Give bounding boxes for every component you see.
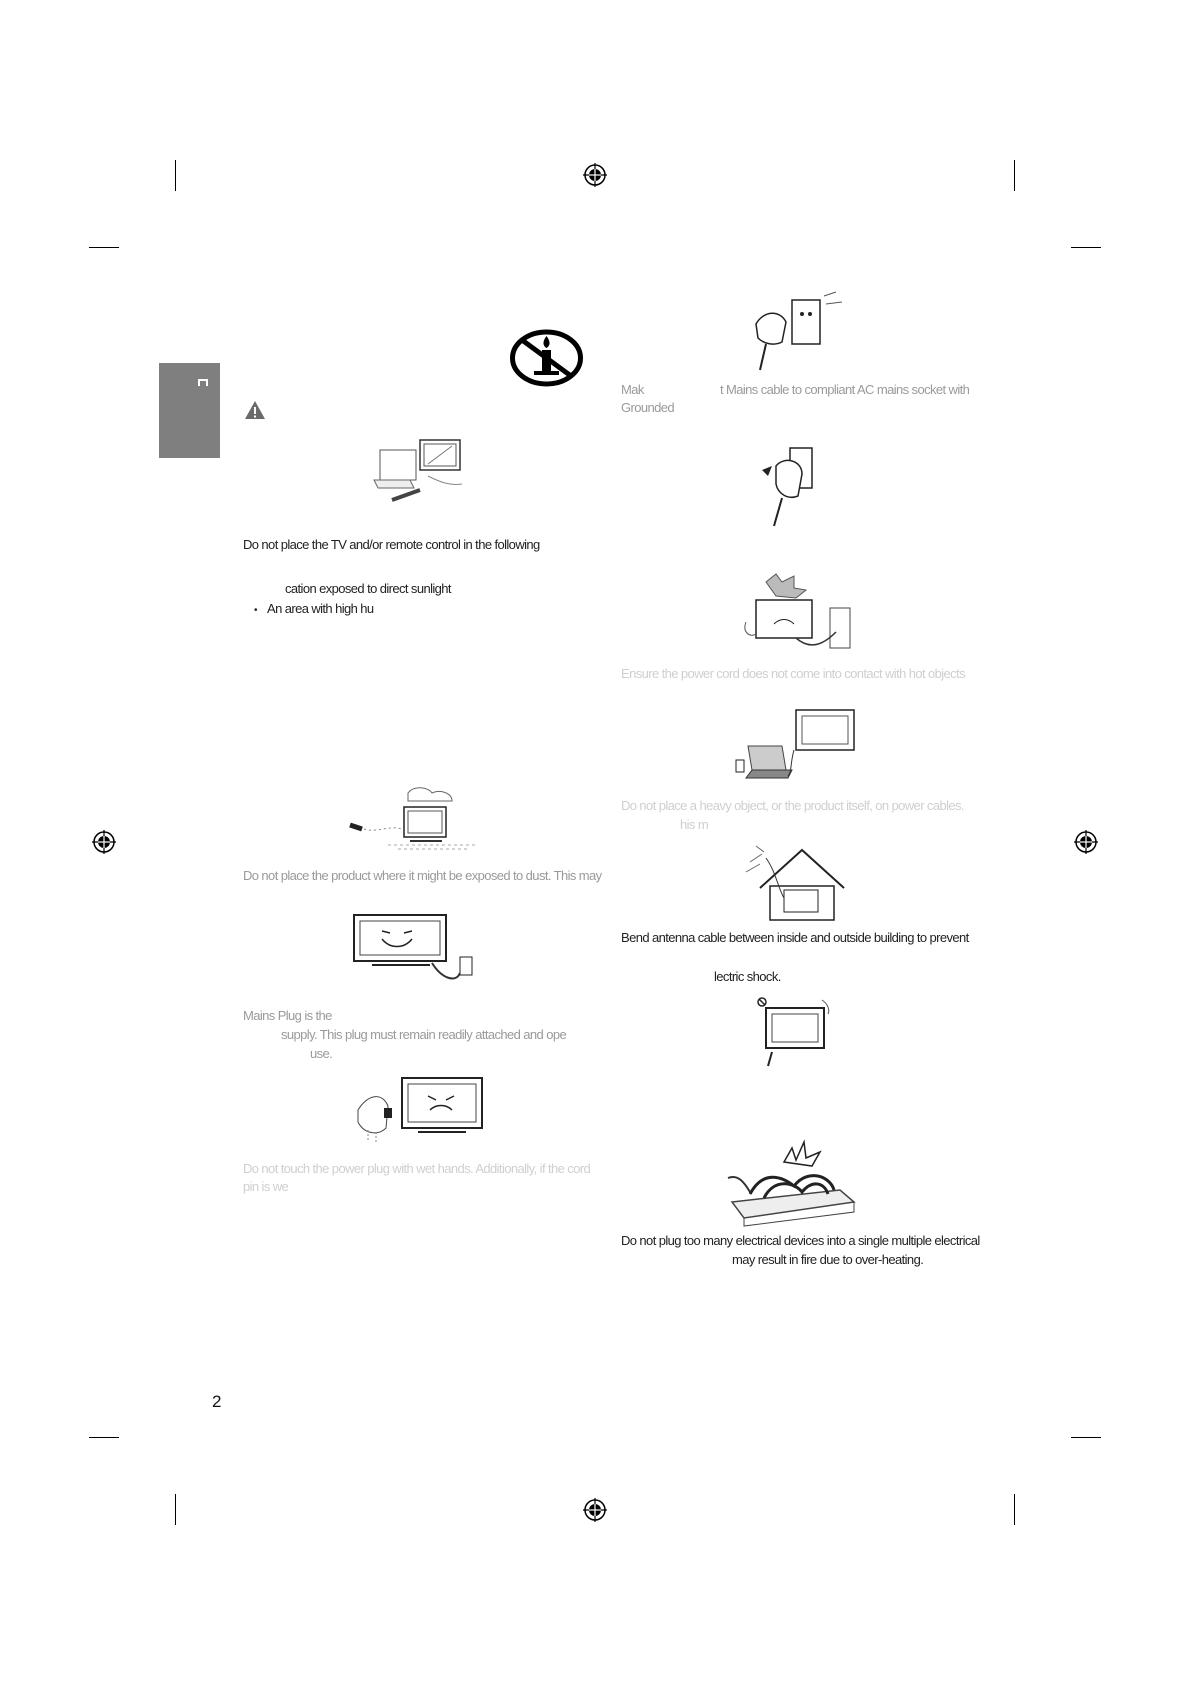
- antenna-house-illustration: [736, 842, 854, 922]
- lightning-tv-illustration: [756, 996, 836, 1068]
- crop-mark: [1014, 1494, 1015, 1525]
- crop-mark: [1071, 247, 1101, 248]
- registration-mark-icon: [583, 1498, 607, 1522]
- crop-mark: [175, 1494, 176, 1525]
- antenna-line-2: lectric shock.: [714, 969, 781, 984]
- antenna-line-1: Bend antenna cable between inside and outside building to prevent: [621, 930, 969, 945]
- heavy-object-illustration: [732, 706, 860, 788]
- registration-mark-icon: [1074, 830, 1098, 854]
- grounded-line-1b: t Mains cable to compliant AC mains socket with: [720, 382, 970, 397]
- heavy-object-line-2: his m: [680, 817, 709, 832]
- registration-mark-icon: [92, 830, 116, 854]
- mains-plug-line-3: use.: [310, 1046, 333, 1061]
- grounded-line-1a: Mak: [621, 382, 644, 397]
- unplug-hand-illustration: [758, 438, 838, 530]
- wet-hands-line-1: Do not touch the power plug with wet hands. Additionally, if the cord: [243, 1161, 591, 1176]
- registration-mark-icon: [583, 163, 607, 187]
- wet-hands-illustration: [348, 1070, 486, 1146]
- page-number: 2: [212, 1392, 222, 1411]
- list-item-humidity: An area with high hu: [267, 601, 374, 616]
- language-side-tab: [159, 363, 220, 458]
- placement-intro: Do not place the TV and/or remote control in the following: [243, 537, 540, 552]
- crop-mark: [1014, 160, 1015, 191]
- crop-mark: [175, 160, 176, 191]
- dust-warning-text: Do not place the product where it might be exposed to dust. This may: [243, 868, 602, 883]
- tab-marker: [198, 379, 208, 386]
- overloaded-outlet-illustration: [724, 1138, 864, 1228]
- list-item-sunlight: cation exposed to direct sunlight: [285, 581, 451, 596]
- crop-mark: [89, 1437, 119, 1438]
- mains-plug-line-1: Mains Plug is the: [243, 1008, 332, 1023]
- crop-mark: [89, 247, 119, 248]
- multi-outlet-line-1: Do not plug too many electrical devices into a single multiple electrical: [621, 1233, 980, 1248]
- heavy-object-line-1: Do not place a heavy object, or the product itself, on power cables.: [621, 798, 964, 813]
- bullet-icon: •: [254, 605, 257, 616]
- no-open-flame-icon: [509, 328, 584, 388]
- warning-triangle-icon: [244, 400, 266, 420]
- grounded-line-2: Grounded: [621, 400, 675, 415]
- mains-plug-line-2: supply. This plug must remain readily attached and ope: [281, 1027, 567, 1042]
- multi-outlet-line-2: may result in fire due to over-heating.: [732, 1252, 924, 1267]
- dust-illustration: [348, 785, 482, 855]
- hot-objects-text: Ensure the power cord does not come into contact with hot objects: [621, 666, 965, 681]
- hot-object-illustration: [736, 572, 856, 658]
- wet-hands-line-2: pin is we: [243, 1179, 289, 1194]
- mains-plug-illustration: [352, 913, 484, 987]
- crop-mark: [1071, 1437, 1101, 1438]
- tv-remote-illustration: [370, 436, 466, 508]
- grounded-socket-illustration: [744, 290, 844, 374]
